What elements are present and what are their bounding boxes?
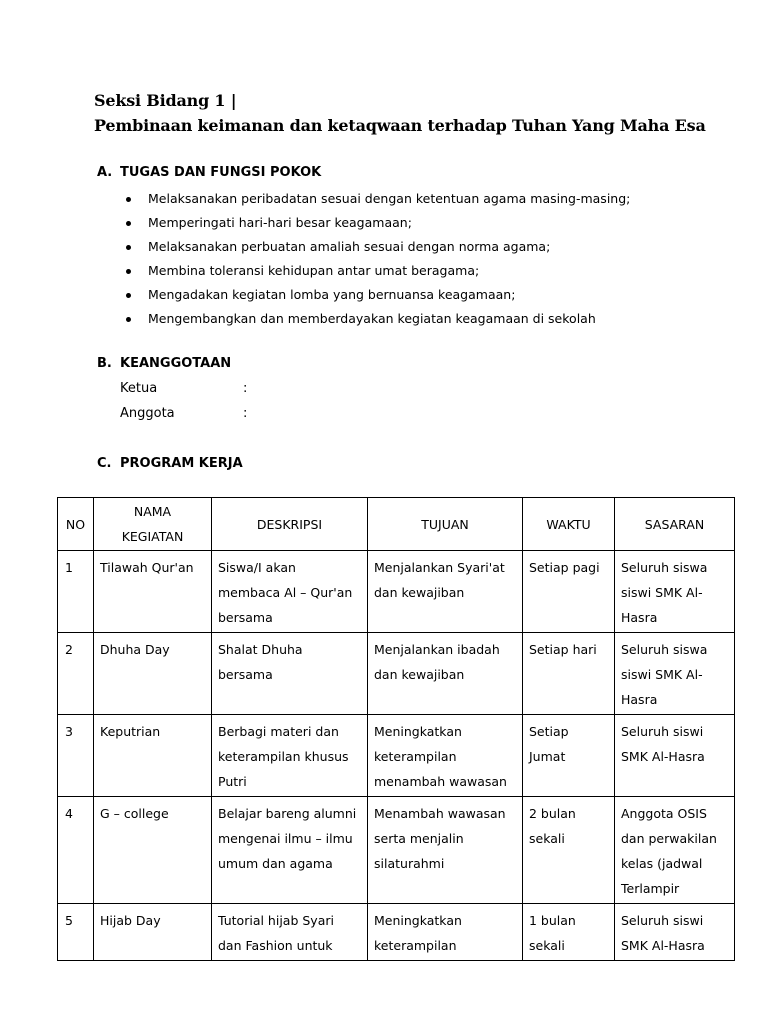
cell-deskripsi: Siswa/I akan membaca Al – Qur'an bersama [212,551,368,633]
bullet-icon [126,317,131,322]
section-b-letter: B. [97,356,112,371]
bullet-icon [126,293,131,298]
list-item: Membina toleransi kehidupan antar umat beragama; [122,259,630,283]
cell-tujuan: Menjalankan Syari'at dan kewajiban [368,551,523,633]
list-item: Memperingati hari-hari besar keagamaan; [122,211,630,235]
list-item: Mengembangkan dan memberdayakan kegiatan keagamaan di sekolah [122,307,630,331]
cell-nama: Hijab Day [94,904,212,961]
member-row-anggota [120,406,248,421]
duties-list [122,187,630,331]
cell-sasaran: Seluruh siswa siswi SMK Al-Hasra [615,633,735,715]
bullet-icon [126,197,131,202]
cell-no: 3 [58,715,94,797]
cell-tujuan: Meningkatkan keterampilan [368,904,523,961]
section-a-label: TUGAS DAN FUNGSI POKOK [120,165,322,180]
member-row-ketua [120,381,248,396]
table-row [58,797,735,904]
cell-waktu: Setiap hari [523,633,615,715]
header-waktu: WAKTU [523,498,615,551]
cell-tujuan: Menambah wawasan serta menjalin silaturahmi [368,797,523,904]
cell-nama: Keputrian [94,715,212,797]
member-colon: : [243,381,248,396]
cell-no: 1 [58,551,94,633]
bullet-icon [126,221,131,226]
cell-deskripsi: Shalat Dhuha bersama [212,633,368,715]
cell-no: 4 [58,797,94,904]
table-row [58,904,735,961]
cell-waktu: 2 bulan sekali [523,797,615,904]
table-row [58,551,735,633]
cell-waktu: Setiap pagi [523,551,615,633]
cell-waktu: 1 bulan sekali [523,904,615,961]
section-a-letter: A. [97,165,113,180]
section-c-label: PROGRAM KERJA [120,456,243,471]
heading-title: Seksi Bidang 1 | [94,91,237,110]
cell-waktu: Setiap Jumat [523,715,615,797]
cell-sasaran: Seluruh siswa siswi SMK Al-Hasra [615,551,735,633]
heading-subtitle: Pembinaan keimanan dan ketaqwaan terhadap Tuhan Yang Maha Esa [94,116,706,135]
bullet-icon [126,269,131,274]
header-tujuan: TUJUAN [368,498,523,551]
cell-deskripsi: Tutorial hijab Syari dan Fashion untuk [212,904,368,961]
section-b-title [97,356,231,371]
header-nama-line2: KEGIATAN [121,529,184,544]
header-nama-line1: NAMA [133,504,172,519]
table-header-row [58,498,735,551]
cell-nama: Tilawah Qur'an [94,551,212,633]
bullet-icon [126,245,131,250]
cell-nama: Dhuha Day [94,633,212,715]
cell-no: 2 [58,633,94,715]
header-no: NO [58,498,94,551]
section-c-letter: C. [97,456,112,471]
header-sasaran: SASARAN [615,498,735,551]
cell-deskripsi: Berbagi materi dan keterampilan khusus Putri [212,715,368,797]
section-a-title [97,165,321,180]
member-label: Ketua [120,381,158,396]
table-row [58,715,735,797]
list-item: Mengadakan kegiatan lomba yang bernuansa keagamaan; [122,283,630,307]
header-deskripsi: DESKRIPSI [212,498,368,551]
header-nama-kegiatan [94,498,212,551]
program-table [57,497,735,961]
member-colon: : [243,406,248,421]
list-item: Melaksanakan perbuatan amaliah sesuai dengan norma agama; [122,235,630,259]
section-b-label: KEANGGOTAAN [120,356,232,371]
cell-tujuan: Meningkatkan keterampilan menambah wawasan [368,715,523,797]
section-c-title [97,456,243,471]
cell-deskripsi: Belajar bareng alumni mengenai ilmu – ilmu umum dan agama [212,797,368,904]
cell-no: 5 [58,904,94,961]
member-label: Anggota [120,406,175,421]
cell-sasaran: Seluruh siswi SMK Al-Hasra [615,904,735,961]
table-row [58,633,735,715]
cell-sasaran: Seluruh siswi SMK Al-Hasra [615,715,735,797]
cell-tujuan: Menjalankan ibadah dan kewajiban [368,633,523,715]
cell-nama: G – college [94,797,212,904]
list-item: Melaksanakan peribadatan sesuai dengan ketentuan agama masing-masing; [122,187,630,211]
cell-sasaran: Anggota OSIS dan perwakilan kelas (jadwal Terlampir [615,797,735,904]
